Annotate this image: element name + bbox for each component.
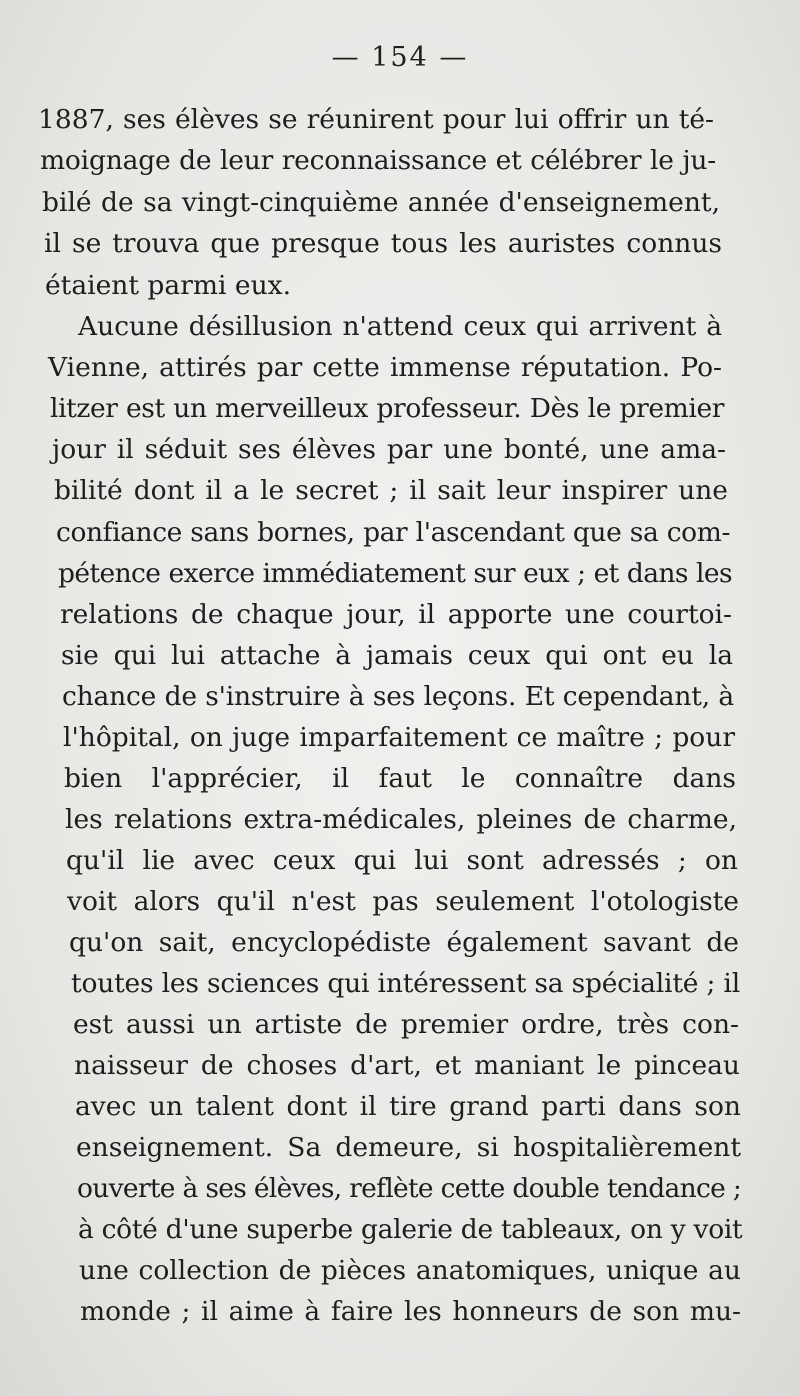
- text-line: confiance sans bornes, par l'ascendant que sa com-: [56, 517, 730, 548]
- text-line: avec un talent dont il tire grand parti dans son: [75, 1091, 741, 1122]
- text-line: bien l'apprécier, il faut le connaître dans: [64, 763, 736, 794]
- text-line: bilé de sa vingt-cinquième année d'enseignement,: [42, 187, 720, 218]
- text-line: pétence exerce immédiatement sur eux ; et dans les: [58, 558, 732, 589]
- text-line: les relations extra-médicales, pleines de charme,: [65, 804, 737, 835]
- text-line: naisseur de choses d'art, et maniant le pinceau: [74, 1050, 740, 1081]
- text-line: toutes les sciences qui intéressent sa spécialité ; il: [71, 968, 740, 999]
- text-line: est aussi un artiste de premier ordre, très con-: [73, 1009, 739, 1040]
- text-line: bilité dont il a le secret ; il sait leur inspirer une: [54, 475, 728, 506]
- text-line: monde ; il aime à faire les honneurs de son mu-: [80, 1296, 741, 1327]
- text-line: ouverte à ses élèves, reflète cette double tendance ;: [77, 1173, 742, 1204]
- text-line: relations de chaque jour, il apporte une courtoi-: [60, 599, 732, 630]
- text-line: qu'il lie avec ceux qui lui sont adressés ; on: [66, 845, 738, 876]
- text-line: étaient parmi eux.: [45, 270, 292, 301]
- text-line: l'hôpital, on juge imparfaitement ce maître ; pour: [63, 722, 735, 753]
- text-line: sie qui lui attache à jamais ceux qui ont eu la: [61, 640, 733, 671]
- page-number: — 154 —: [331, 42, 469, 73]
- text-line: Vienne, attirés par cette immense réputation. Po-: [48, 352, 722, 383]
- text-line: il se trouva que presque tous les auristes connus: [44, 228, 722, 259]
- text-line: voit alors qu'il n'est pas seulement l'otologiste: [67, 886, 739, 917]
- text-line: 1887, ses élèves se réunirent pour lui offrir un té-: [38, 104, 714, 135]
- text-line: litzer est un merveilleux professeur. Dès le premier: [50, 393, 724, 424]
- text-line: enseignement. Sa demeure, si hospitalièrement: [76, 1132, 741, 1163]
- text-line: qu'on sait, encyclopédiste également savant de: [69, 927, 739, 958]
- text-line: chance de s'instruire à ses leçons. Et cependant, à: [62, 681, 734, 712]
- text-line: Aucune désillusion n'attend ceux qui arrivent à: [78, 311, 722, 342]
- text-line: une collection de pièces anatomiques, unique au: [79, 1255, 741, 1286]
- text-line: à côté d'une superbe galerie de tableaux, on y voit: [78, 1214, 743, 1245]
- text-line: moignage de leur reconnaissance et célébrer le ju-: [40, 145, 716, 176]
- text-line: jour il séduit ses élèves par une bonté, une ama-: [52, 434, 726, 465]
